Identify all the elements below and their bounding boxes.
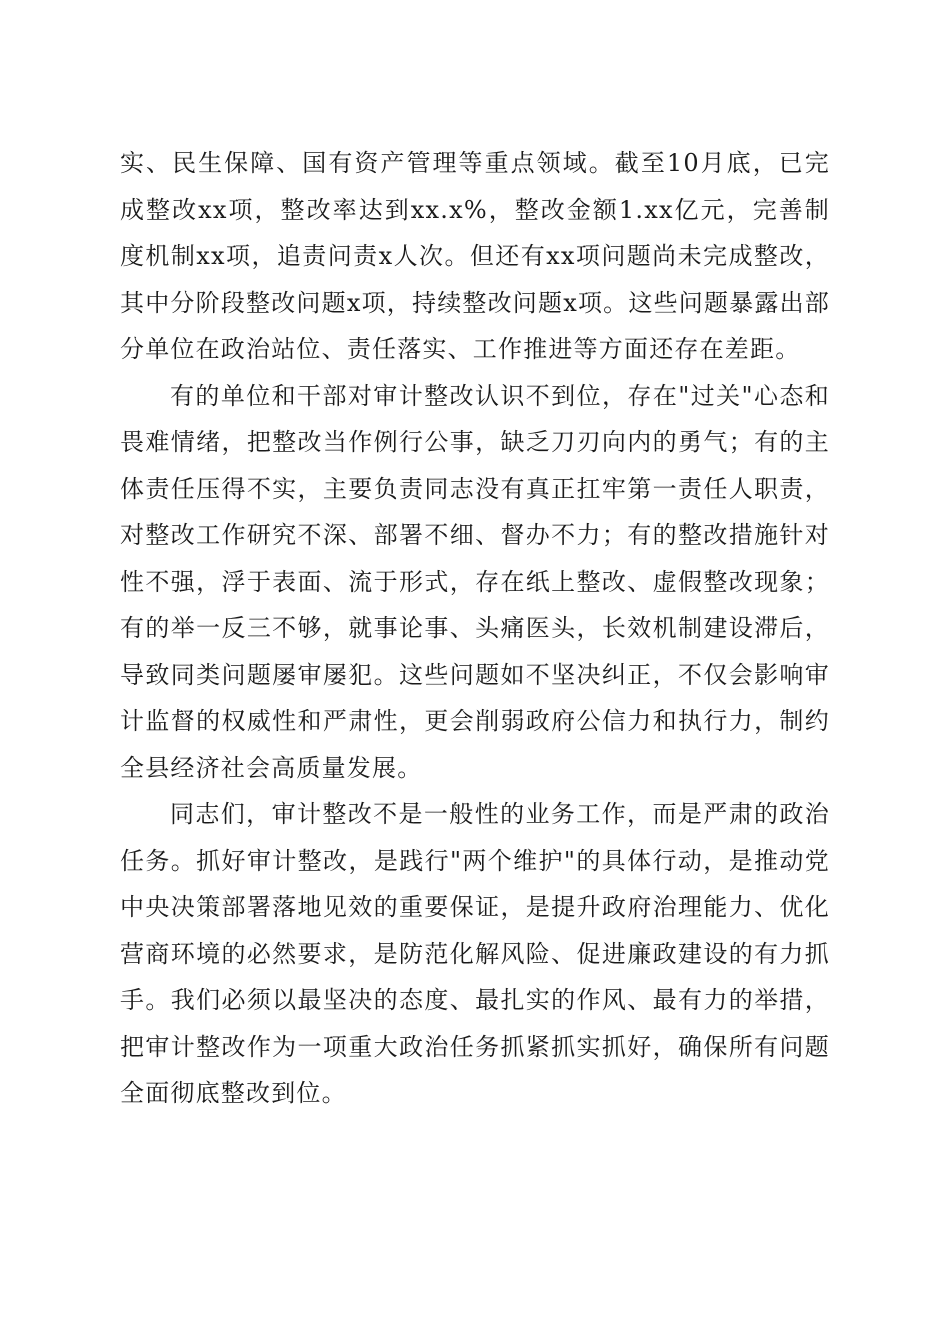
paragraph-1: 实、民生保障、国有资产管理等重点领域。截至10月底，已完成整改xx项，整改率达到xx.x%，整改金额1.xx亿元，完善制度机制xx项，追责问责x人次。但还有xx项问题尚未完成整改，其中分阶段整改问题x项，持续整改问题x项。这些问题暴露出部分单位在政治站位、责任落实、工作推进等方面还存在差距。 (120, 149, 830, 363)
paragraph-3: 同志们，审计整改不是一般性的业务工作，而是严肃的政治任务。抓好审计整改，是践行"两个维护"的具体行动，是推动党中央决策部署落地见效的重要保证，是提升政府治理能力、优化营商环境的必然要求，是防范化解风险、促进廉政建设的有力抓手。我们必须以最坚决的态度、最扎实的作风、最有力的举措，把审计整改作为一项重大政治任务抓紧抓实抓好，确保所有问题全面彻底整改到位。 (120, 800, 830, 1107)
paragraph-2: 有的单位和干部对审计整改认识不到位，存在"过关"心态和畏难情绪，把整改当作例行公事，缺乏刀刃向内的勇气；有的主体责任压得不实，主要负责同志没有真正扛牢第一责任人职责，对整改工作研究不深、部署不细、督办不力；有的整改措施针对性不强，浮于表面、流于形式，存在纸上整改、虚假整改现象；有的举一反三不够，就事论事、头痛医头，长效机制建设滞后，导致同类问题屡审屡犯。这些问题如不坚决纠正，不仅会影响审计监督的权威性和严肃性，更会削弱政府公信力和执行力，制约全县经济社会高质量发展。 (120, 381, 830, 782)
document-body (120, 140, 830, 1117)
